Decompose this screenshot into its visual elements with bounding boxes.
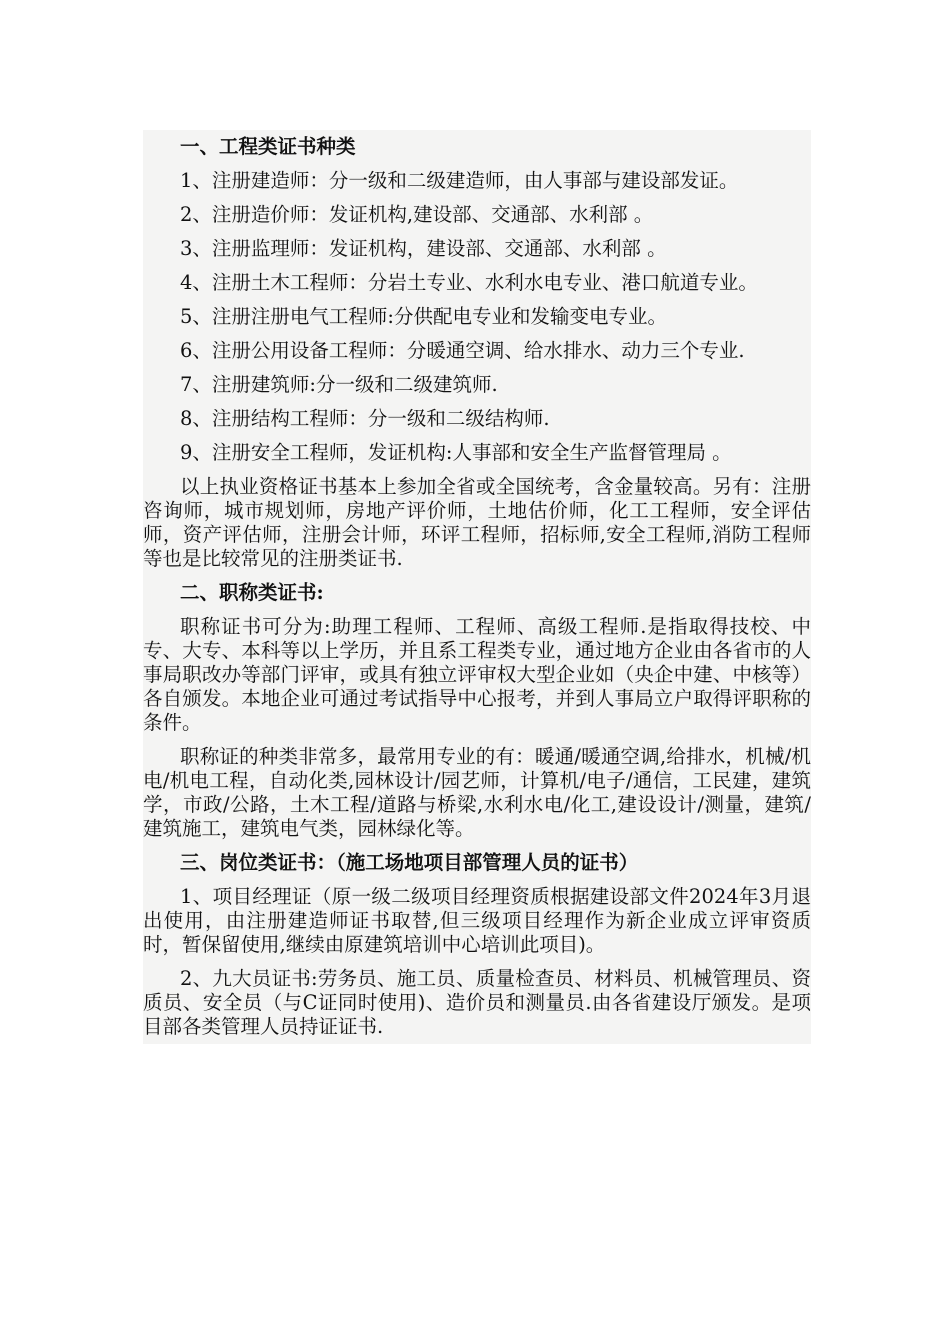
body-paragraph: 以上执业资格证书基本上参加全省或全国统考，含金量较高。另有：注册咨询师，城市规划师，房地产评价师，土地估价师，化工工程师，安全评估师，资产评估师，注册会计师，环评工程师，招标师,安全工程师,消防工程师等也是比较常见的注册类证书.	[143, 475, 811, 570]
list-item: 9、注册安全工程师，发证机构:人事部和安全生产监督管理局 。	[180, 441, 732, 464]
list-item: 5、注册注册电气工程师:分供配电专业和发输变电专业。	[180, 305, 667, 328]
list-item: 6、注册公用设备工程师：分暖通空调、给水排水、动力三个专业.	[180, 339, 745, 362]
list-item: 8、注册结构工程师：分一级和二级结构师.	[180, 407, 550, 430]
list-item: 3、注册监理师：发证机构，建设部、交通部、水利部 。	[180, 237, 667, 260]
list-item: 4、注册土木工程师：分岩土专业、水利水电专业、港口航道专业。	[180, 271, 758, 294]
list-item: 1、注册建造师：分一级和二级建造师，由人事部与建设部发证。	[180, 169, 739, 192]
list-item: 2、注册造价师：发证机构,建设部、交通部、水利部 。	[180, 203, 654, 226]
body-paragraph: 职称证书可分为:助理工程师、工程师、高级工程师.是指取得技校、中专、大专、本科等以上学历，并且系工程类专业，通过地方企业由各省市的人事局职改办等部门评审，或具有独立评审权大型企业如（央企中建、中核等）各自颁发。本地企业可通过考试指导中心报考，并到人事局立户取得评职称的条件。	[143, 615, 811, 734]
document-body	[143, 130, 811, 1044]
section-heading-title: 二、职称类证书:	[180, 581, 324, 604]
body-paragraph: 2、九大员证书:劳务员、施工员、质量检查员、材料员、机械管理员、资质员、安全员（与C证同时使用)、造价员和测量员.由各省建设厅颁发。是项目部各类管理人员持证证书.	[143, 967, 811, 1038]
list-item: 7、注册建筑师:分一级和二级建筑师.	[180, 373, 498, 396]
body-paragraph: 1、项目经理证（原一级二级项目经理资质根据建设部文件2024年3月退出使用，由注册建造师证书取替,但三级项目经理作为新企业成立评审资质时，暂保留使用,继续由原建筑培训中心培训此项目)。	[143, 885, 811, 956]
body-paragraph: 职称证的种类非常多，最常用专业的有：暖通/暖通空调,给排水，机械/机电/机电工程，自动化类,园林设计/园艺师，计算机/电子/通信，工民建，建筑学，市政/公路，土木工程/道路与桥梁,水利水电/化工,建设设计/测量，建筑/建筑施工，建筑电气类，园林绿化等。	[143, 745, 811, 840]
section-heading-engineering: 一、工程类证书种类	[180, 135, 356, 158]
section-heading-position: 三、岗位类证书：（施工场地项目部管理人员的证书）	[180, 851, 639, 874]
